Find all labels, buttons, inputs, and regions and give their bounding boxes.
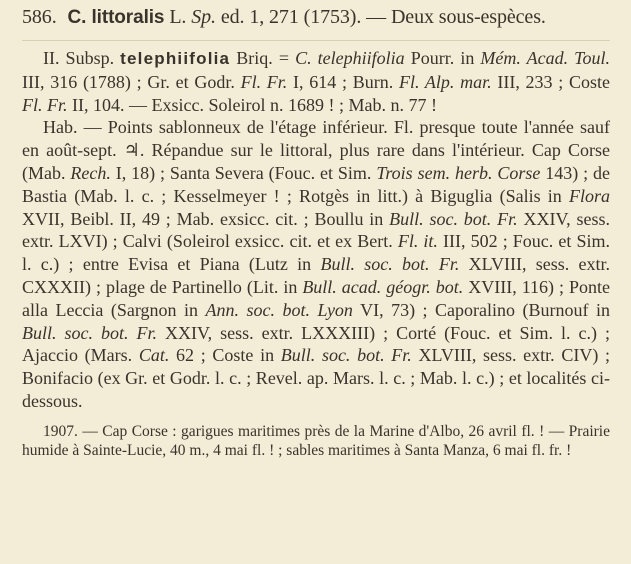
synonym-name: C. telephiifolia (295, 48, 405, 68)
subspecies-paragraph (22, 47, 610, 116)
subspecies-text: II, 104. — Exsicc. Soleirol n. 1689 ! ; Mab. n. 77 ! (72, 94, 437, 115)
species-name: C. littoralis (67, 7, 165, 28)
publication-title: Bull. acad. géogr. bot. (302, 276, 464, 297)
publication-title: Cat. (138, 345, 170, 366)
publication-title: Mém. Acad. Toul. (480, 48, 611, 68)
species-heading (22, 0, 610, 34)
habitat-text: XVII, Beibl. II, 49 ; Mab. exsicc. cit. ; Boullu in (22, 208, 384, 229)
habitat-text: 62 ; Coste in (176, 345, 275, 366)
publication-title: Fl. it. (397, 231, 438, 252)
subspecies-text: I, 614 ; Burn. (293, 71, 394, 92)
habitat-text: XLVIII, sess. extr. CXXXII) ; plage de Partinello (Lit. in (22, 254, 611, 297)
species-number: 586. (22, 6, 57, 28)
subspecies-text: III, 316 (1788) ; Gr. et Godr. (22, 71, 235, 92)
habitat-text: I, 18) ; Santa Severa (Fouc. et Sim. (115, 162, 372, 183)
habitat-text: XXIV, sess. extr. LXXXIII) ; Corté (Fouc. et Sim. l. c.) ; Ajaccio (Mars. (22, 322, 611, 366)
species-citation: ed. 1, 271 (1753). — Deux sous-espèces. (220, 6, 546, 28)
habitat-text: VI, 73) ; Caporalino (Burnouf in (360, 299, 610, 320)
publication-title: Bull. soc. bot. Fr. (320, 254, 460, 275)
subspecies-text: Pourr. in (410, 48, 475, 68)
habitat-text: XXIV, sess. extr. LXVI) ; Calvi (Soleirol exsicc. cit. et ex Bert. (22, 208, 611, 252)
subspecies-author: Briq. = (236, 48, 290, 68)
publication-title: Trois sem. herb. Corse (376, 162, 541, 183)
habitat-text: Hab. — Points sablonneux de l'étage inférieur. Fl. presque toute l'année sauf en août-sept. ♃. Répandue sur le littoral, plus rare dans l'intérieur. Cap Corse (Mab. (22, 117, 610, 183)
publication-title: Fl. Fr. (22, 94, 68, 115)
species-publication: Sp. (191, 6, 216, 28)
publication-title: Rech. (70, 162, 111, 183)
habitat-text: XVIII, 116) ; Ponte alla Leccia (Sargnon in (22, 276, 610, 320)
species-author: L. (169, 6, 187, 28)
publication-title: Bull. soc. bot. Fr. (389, 208, 518, 229)
subspecies-text: III, 233 ; Coste (497, 71, 611, 92)
publication-title: Flora (569, 185, 611, 206)
habitat-text: III, 502 ; Fouc. et Sim. l. c.) ; entre Evisa et Piana (Lutz in (22, 231, 610, 275)
collection-note (22, 422, 610, 461)
publication-title: Fl. Alp. mar. (398, 71, 492, 92)
publication-title: Bull. soc. bot. Fr. (22, 322, 157, 343)
subspecies-name: telephiifolia (120, 49, 231, 68)
collection-note-text: 1907. — Cap Corse : garigues maritimes près de la Marine d'Albo, 26 avril fl. ! — Prairie humide à Sainte-Lucie, 40 m., 4 mai fl. ! ; sables maritimes à Santa Manza, 6 mai fl. fr. ! (22, 422, 610, 460)
habitat-text: 143) ; de Bastia (Mab. l. c. ; Kesselmeyer ! ; Rotgès in litt.) à Biguglia (Salis in (22, 162, 611, 206)
publication-title: Ann. soc. bot. Lyon (205, 299, 353, 320)
publication-title: Bull. soc. bot. Fr. (280, 345, 412, 366)
heading-divider (22, 40, 610, 41)
publication-title: Fl. Fr. (240, 71, 288, 92)
habitat-text: XLVIII, sess. extr. CIV) ; Bonifacio (ex Gr. et Godr. l. c. ; Revel. ap. Mars. l. c. ; Mab. l. c.) ; et localités ci-dessous. (22, 345, 611, 411)
subspecies-prefix: II. Subsp. (43, 48, 115, 68)
habitat-paragraph (22, 116, 610, 412)
